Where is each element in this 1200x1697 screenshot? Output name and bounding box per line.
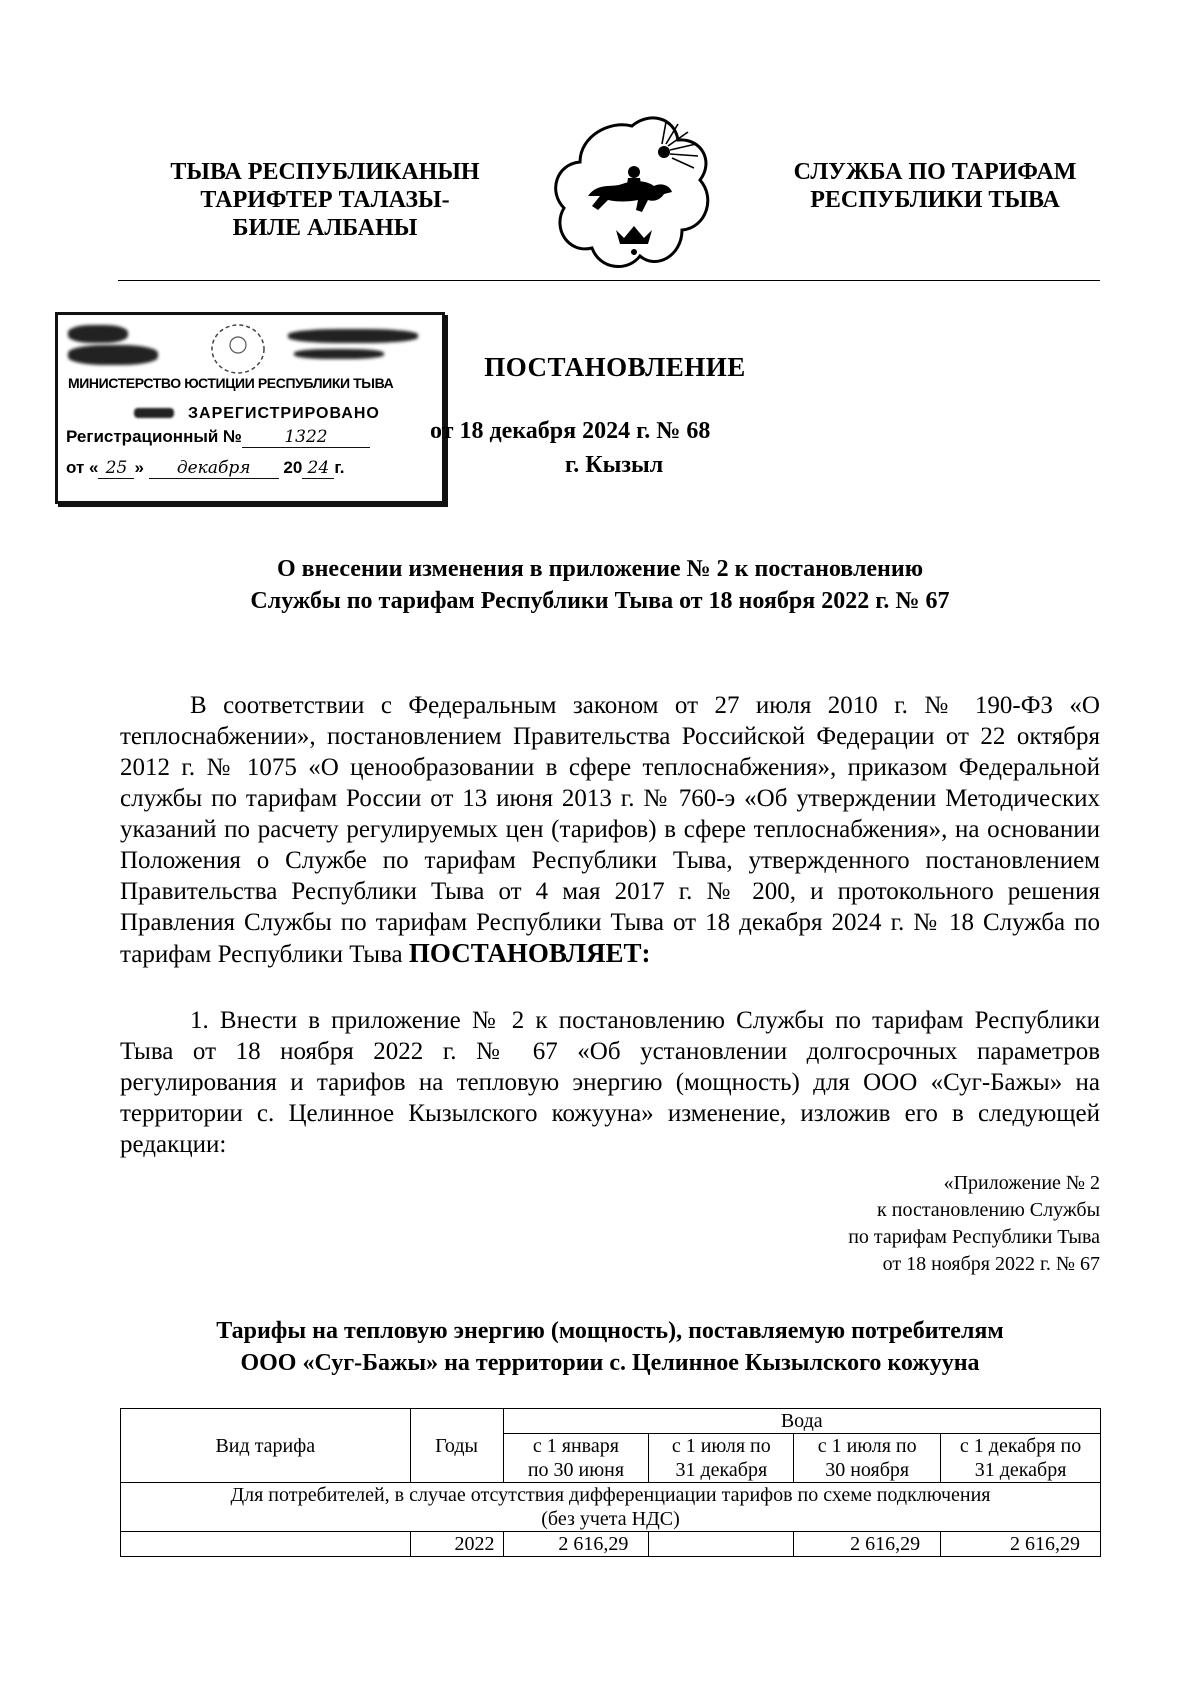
col-header-tariff-type: Вид тарифа: [121, 1409, 411, 1483]
stamp-smudge: [288, 329, 418, 343]
col-header-years: Годы: [410, 1409, 503, 1483]
period-line: с 1 декабря по: [959, 1435, 1082, 1457]
stamp-date-month: декабря: [149, 458, 279, 479]
section-caption: [121, 1483, 1101, 1532]
header-left-line: ТЫВА РЕСПУБЛИКАНЫН: [170, 159, 480, 185]
period-line: 31 декабря: [974, 1459, 1067, 1481]
registration-stamp: [55, 312, 445, 504]
stamp-regno-value: 1322: [242, 427, 370, 448]
tuva-emblem-icon: [550, 110, 714, 280]
cell-value: 2 616,29: [941, 1532, 1101, 1557]
tariff-table: [120, 1408, 1101, 1557]
stamp-smudge: [134, 408, 174, 418]
appendix-line: от 18 ноября 2022 г. № 67: [882, 1253, 1100, 1275]
document-city: г. Кызыл: [565, 452, 664, 478]
period-line: с 1 июля по: [671, 1435, 771, 1457]
resolves-keyword: ПОСТАНОВЛЯЕТ:: [408, 938, 651, 968]
document-subject: [120, 553, 1080, 617]
stamp-date-suffix: г.: [334, 458, 345, 477]
col-header-water: Вода: [503, 1409, 1101, 1434]
cell-value: [649, 1532, 794, 1557]
table-section-row: [121, 1483, 1101, 1532]
subject-line: Службы по тарифам Республики Тыва от 18 ноября 2022 г. № 67: [250, 588, 950, 614]
stamp-registered-text: [134, 405, 380, 423]
stamp-date-line: [66, 458, 344, 479]
preamble-paragraph: [120, 690, 1100, 970]
header-left-line: ТАРИФТЕР ТАЛАЗЫ-: [200, 187, 450, 213]
stamp-regno-line: [66, 427, 370, 448]
appendix-line: по тарифам Республики Тыва: [848, 1226, 1100, 1248]
table-title-line: Тарифы на тепловую энергию (мощность), поставляемую потребителям: [216, 1318, 1004, 1344]
header-divider: [118, 280, 1100, 281]
stamp-emblem-icon: [198, 319, 278, 377]
cell-value: 2 616,29: [503, 1532, 649, 1557]
stamp-smudge: [294, 349, 384, 359]
stamp-date-day: 25: [98, 458, 134, 479]
stamp-date-year-prefix: 20: [283, 458, 303, 477]
col-header-period: [503, 1434, 649, 1483]
preamble-text: В соответствии с Федеральным законом от 27 июля 2010 г. № 190-ФЗ «О теплоснабжении», постановлением Правительства Российской Федерации от 22 октября 2012 г. № 1075 «О ценообразовании в сфере теплоснабжения», приказом Федеральной службы по тарифам России от 13 июня 2013 г. № 760-э «Об утверждении Методических указаний по расчету регулируемых цен (тарифов) в сфере теплоснабжения», на основании Положения о Службе по тарифам Республики Тыва, утвержденного постановлением Правительства Республики Тыва от 4 мая 2017 г. № 200, и протокольного решения Правления Службы по тарифам Республики Тыва от 18 декабря 2024 г. № 18 Служба по тарифам Республики Тыва: [120, 692, 1100, 968]
col-header-period: [794, 1434, 941, 1483]
header-left-org: [150, 158, 500, 242]
stamp-date-mid: »: [134, 458, 144, 477]
header-left-line: БИЛЕ АЛБАНЫ: [232, 215, 418, 241]
stamp-regno-label: Регистрационный №: [66, 427, 242, 446]
stamp-smudge: [68, 345, 158, 365]
header-right-line: РЕСПУБЛИКИ ТЫВА: [810, 187, 1060, 213]
section-line: Для потребителей, в случае отсутствия дифференциации тарифов по схеме подключения: [230, 1484, 991, 1506]
section-line: (без учета НДС): [541, 1508, 680, 1530]
period-line: с 1 июля по: [817, 1435, 917, 1457]
table-row: [121, 1532, 1101, 1557]
subject-line: О внесении изменения в приложение № 2 к постановлению: [276, 556, 924, 582]
table-title: [120, 1315, 1100, 1379]
period-line: с 1 января: [532, 1435, 619, 1457]
stamp-ministry-text: МИНИСТЕРСТВО ЮСТИЦИИ РЕСПУБЛИКИ ТЫВА: [68, 375, 394, 391]
stamp-date-prefix: от «: [66, 458, 99, 477]
col-header-period: [941, 1434, 1101, 1483]
appendix-line: «Приложение № 2: [943, 1172, 1100, 1194]
cell-tariff-type: [121, 1532, 411, 1557]
document-title: ПОСТАНОВЛЕНИЕ: [484, 352, 746, 382]
clause-1-paragraph: 1. Внести в приложение № 2 к постановлению Службы по тарифам Республики Тыва от 18 ноября 2022 г. № 67 «Об установлении долгосрочных параметров регулирования и тарифов на тепловую энергию (мощность) для ООО «Суг-Бажы» на территории с. Целинное Кызылского кожууна» изменение, изложив его в следующей редакции:: [120, 1007, 1100, 1158]
header-right-line: СЛУЖБА ПО ТАРИФАМ: [793, 159, 1077, 185]
period-line: 30 ноября: [825, 1459, 910, 1481]
cell-year: 2022: [410, 1532, 503, 1557]
col-header-period: [649, 1434, 794, 1483]
table-title-line: ООО «Суг-Бажы» на территории с. Целинное Кызылского кожууна: [240, 1350, 980, 1376]
appendix-line: к постановлению Службы: [877, 1199, 1100, 1221]
cell-value: 2 616,29: [794, 1532, 941, 1557]
appendix-reference: [700, 1170, 1100, 1278]
period-line: по 30 июня: [527, 1459, 625, 1481]
document-date-number: от 18 декабря 2024 г. № 68: [430, 418, 711, 444]
period-line: 31 декабря: [675, 1459, 768, 1481]
stamp-date-year: 24: [302, 458, 334, 479]
stamp-smudge: [68, 325, 128, 343]
table-header-row: [121, 1409, 1101, 1434]
header-right-org: [770, 158, 1100, 214]
stamp-registered-label: ЗАРЕГИСТРИРОВАНО: [188, 405, 380, 422]
